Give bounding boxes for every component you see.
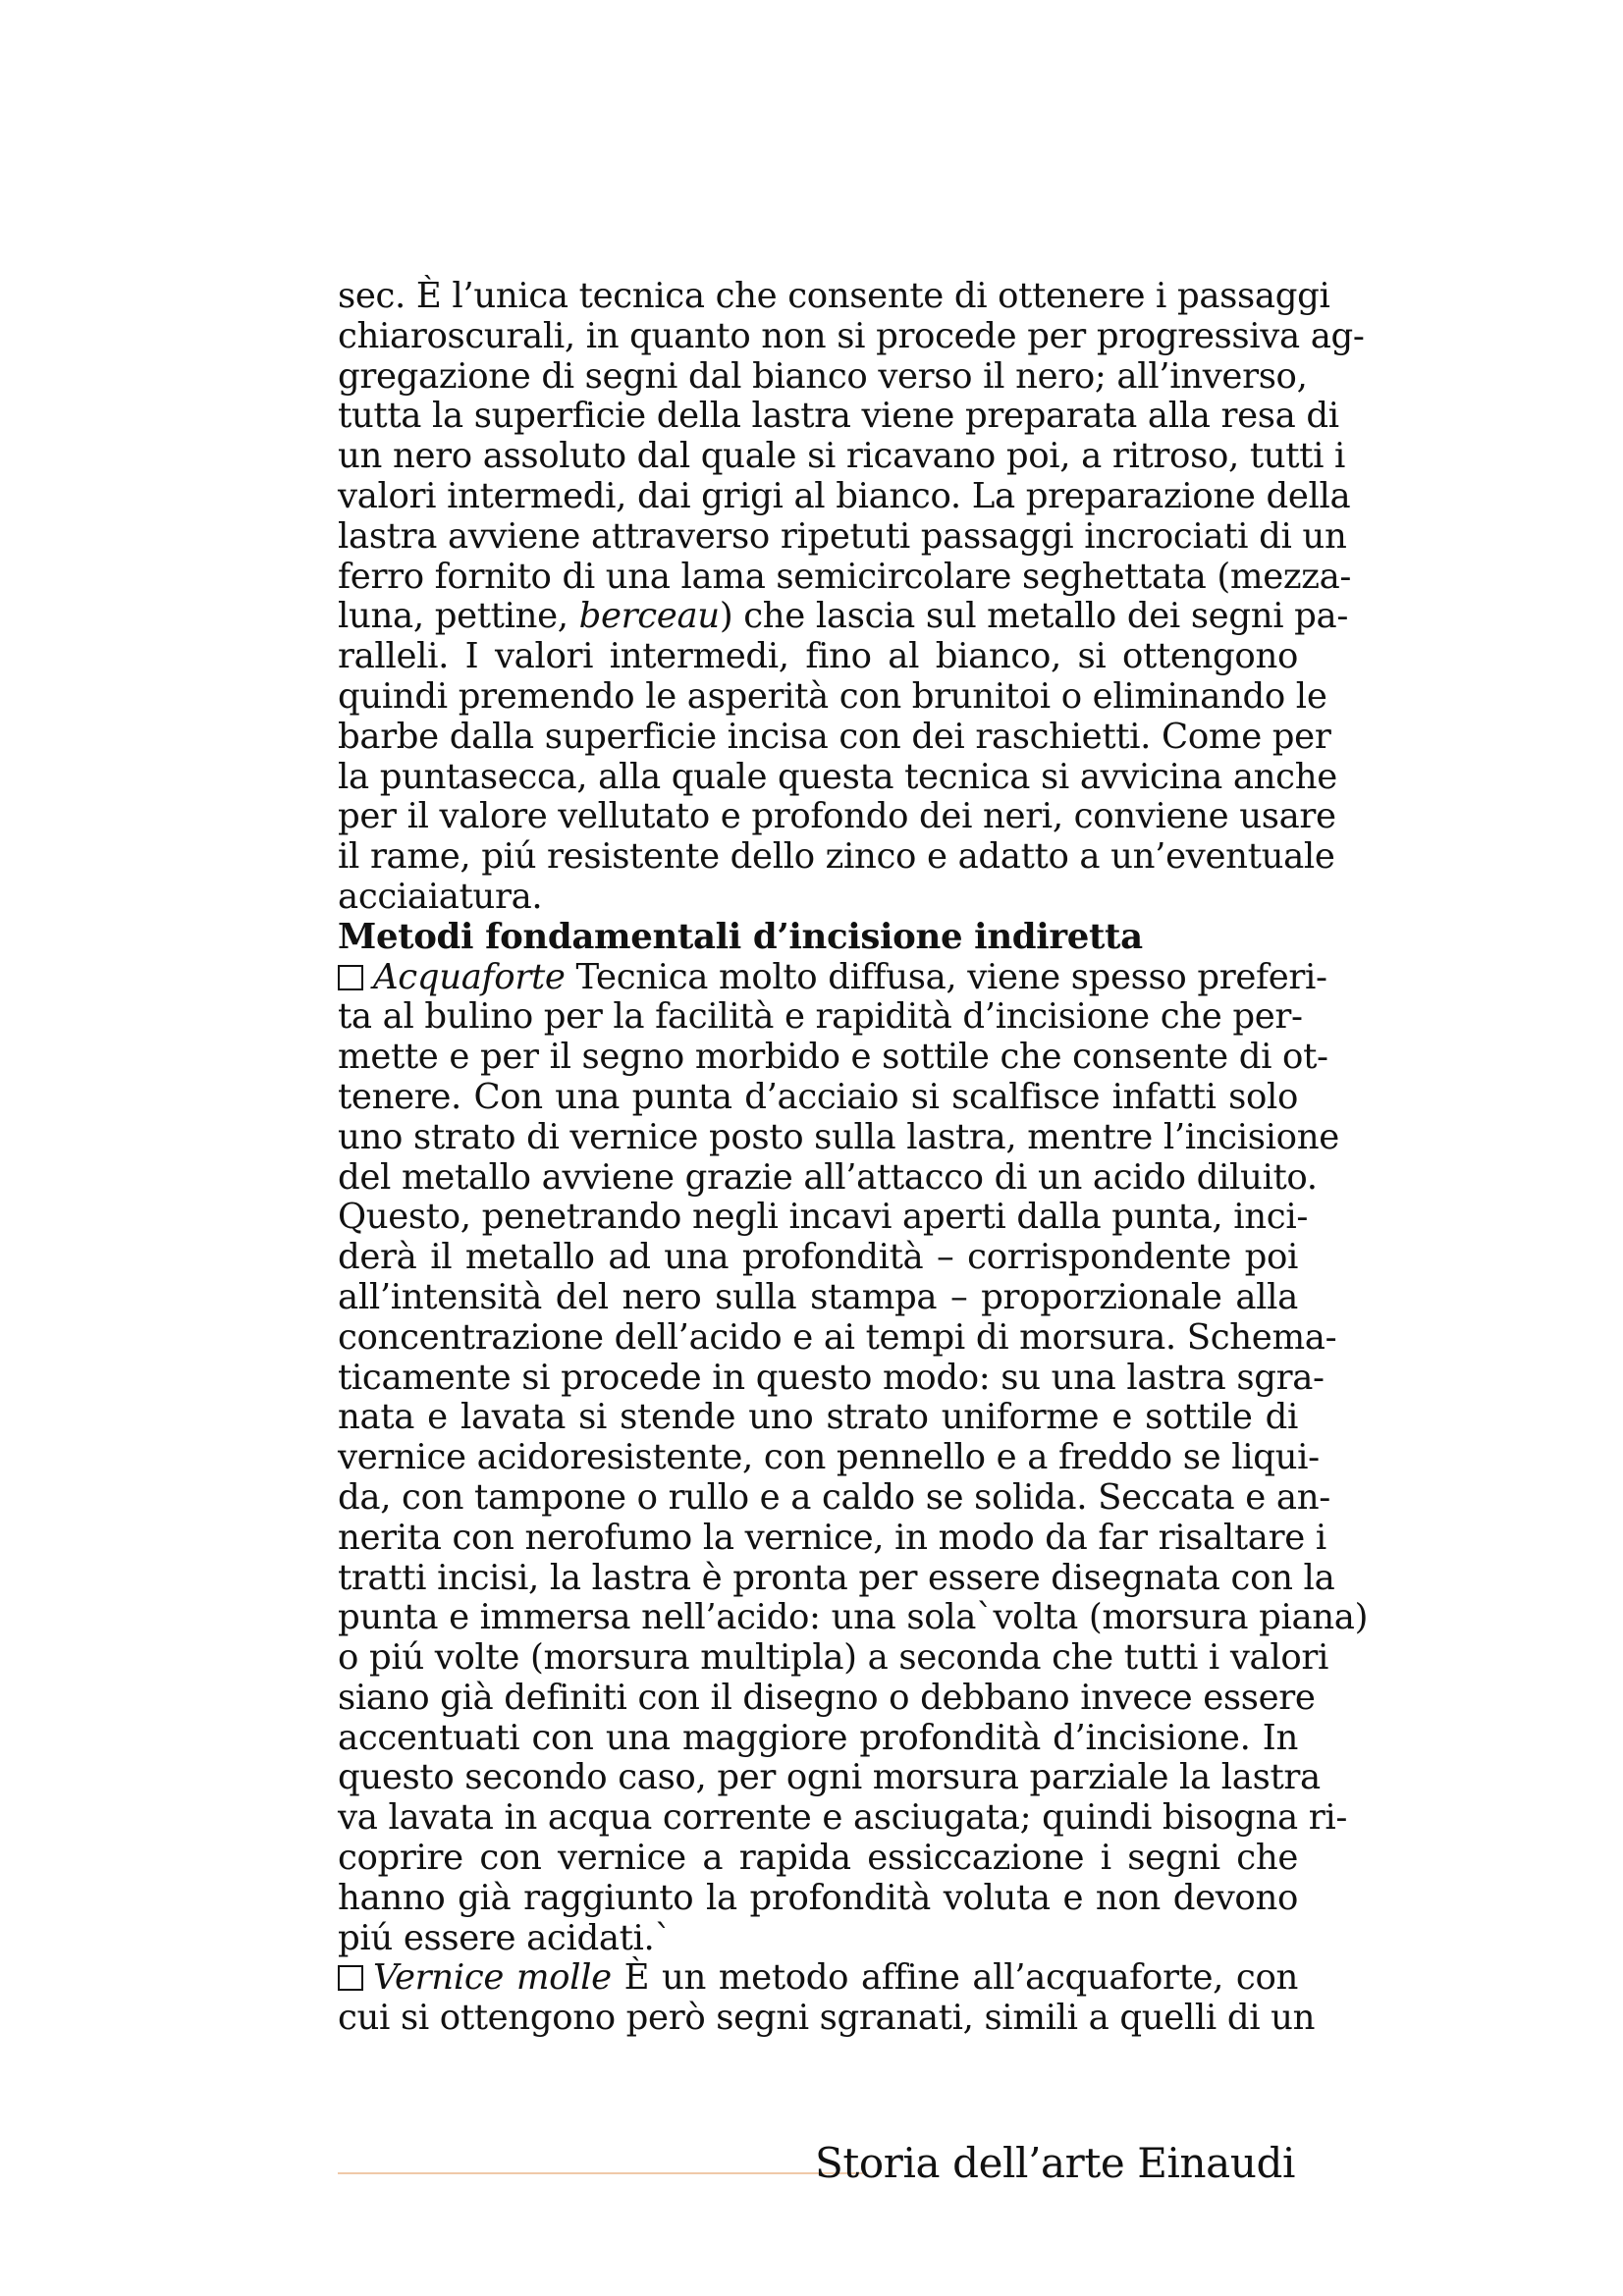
line-text: Questo, penetrando negli incavi aperti dalla punta, inci- [338,1197,1308,1238]
line-text: luna, pettine, [338,596,579,637]
text-line [338,1156,1318,1199]
line-text: tenere. Con una punta d’acciaio si scalfisce infatti solo [338,1076,1298,1117]
text-line [338,355,1308,398]
line-text: questo secondo caso, per ogni morsura parziale la lastra [338,1757,1321,1798]
square-bullet-icon [338,1965,363,1991]
italic-term: Acquaforte [373,956,566,997]
line-text: all’intensità del nero sulla stampa – proporzionale alla [338,1276,1298,1317]
line-text: ticamente si procede in questo modo: su una lastra sgra- [338,1357,1325,1398]
line-text: sec. È l’unica tecnica che consente di ottenere i passaggi [338,276,1330,316]
text-line [338,1398,1298,1438]
text-line [338,1078,1298,1118]
text-line [338,276,1330,317]
text-line [338,956,1327,998]
text-line [338,996,1303,1038]
footer-title: Storia dell’arte Einaudi [815,2139,1295,2187]
text-line [338,596,1349,637]
text-line [338,1037,1328,1078]
line-text: o piú volte (morsura multipla) a seconda che tutti i valori [338,1637,1329,1679]
line-text: concentrazione dell’acido e ai tempi di morsura. Schema- [338,1316,1337,1358]
italic-term: Vernice molle [373,1957,612,1999]
text-line [338,1637,1329,1679]
line-text: mette e per il segno morbido e sottile che consente di ot- [338,1037,1328,1078]
section-heading [338,918,1298,958]
text-line [338,556,1352,598]
text-line [338,878,1298,918]
text-line [338,796,1336,837]
line-text: Metodi fondamentali d’incisione indiretta [338,916,1143,957]
text-line [338,1597,1369,1638]
line-text: da, con tampone o rullo e a caldo se solida. Seccata e an- [338,1476,1330,1518]
line-text: il rame, piú resistente dello zinco e adatto a un’eventuale [338,836,1335,878]
italic-term: berceau [578,596,720,637]
line-text: ) che lascia sul metallo dei segni pa- [719,596,1349,637]
square-bullet-icon [338,965,363,990]
text-line [338,637,1298,677]
line-text: tutta la superficie della lastra viene preparata alla resa di [338,396,1339,437]
line-text: chiaroscurali, in quanto non si procede per progressiva ag- [338,315,1365,356]
line-text: ralleli. I valori intermedi, fino al bianco, si ottengono [338,636,1298,677]
text-line [338,1677,1316,1719]
text-line [338,1879,1298,1919]
line-text: del metallo avviene grazie all’attacco di un acido diluito. [338,1156,1318,1198]
text-line [338,1278,1298,1318]
text-line [338,1238,1298,1278]
text-line [338,1998,1316,2039]
line-text: la puntasecca, alla quale questa tecnica si avvicina anche [338,756,1337,797]
text-line [338,315,1365,357]
text-line [338,515,1347,558]
line-text: Tecnica molto diffusa, viene spesso preferi- [565,956,1327,997]
line-text: ferro fornito di una lama semicircolare seghettata (mezza- [338,556,1352,597]
text-line [338,396,1339,437]
line-text: piú essere acidati.` [338,1917,672,1958]
line-text: quindi premendo le asperità con brunitoi o eliminando le [338,675,1327,717]
text-line [338,1839,1298,1879]
text-line [338,1116,1339,1158]
text-line [338,1517,1326,1559]
line-text: derà il metallo ad una profondità – corrispondente poi [338,1237,1298,1278]
text-line [338,756,1337,798]
line-text: coprire con vernice a rapida essiccazione i segni che [338,1838,1298,1879]
body-text [338,276,1369,2039]
text-line [338,716,1331,758]
line-text: acciaiatura. [338,876,543,917]
text-line [338,675,1327,718]
line-text: gregazione di segni dal bianco verso il nero; all’inverso, [338,355,1308,397]
line-text: nata e lavata si stende uno strato uniforme e sottile di [338,1397,1298,1438]
line-text: per il valore vellutato e profondo dei neri, conviene usare [338,796,1336,837]
line-text: accentuati con una maggiore profondità d’incisione. In [338,1717,1298,1758]
text-line [338,1357,1325,1399]
line-text: siano già definiti con il disegno o debbano invece essere [338,1677,1316,1718]
line-text: lastra avviene attraverso ripetuti passaggi incrociati di un [338,515,1347,557]
footer-rule [338,2172,863,2174]
text-line [338,1757,1321,1798]
line-text: nerita con nerofumo la vernice, in modo da far risaltare i [338,1517,1326,1558]
text-line [338,1437,1320,1478]
line-text: barbe dalla superficie incisa con dei raschietti. Come per [338,716,1331,757]
text-line [338,1958,1298,1999]
text-line [338,1197,1308,1238]
line-text: valori intermedi, dai grigi al bianco. La preparazione della [338,475,1351,516]
line-text: hanno già raggiunto la profondità voluta e non devono [338,1877,1298,1918]
text-line [338,1919,1298,1959]
line-text: ta al bulino per la facilità e rapidità d’incisione che per- [338,996,1303,1038]
line-text: cui si ottengono però segni sgranati, simili a quelli di un [338,1998,1316,2039]
text-line [338,1719,1298,1759]
line-text: vernice acidoresistente, con pennello e a freddo se liqui- [338,1437,1320,1478]
line-text: È un metodo affine all’acquaforte, con [611,1957,1298,1999]
line-text: punta e immersa nell’acido: una sola`volta (morsura piana) [338,1597,1369,1638]
line-text: tratti incisi, la lastra è pronta per essere disegnata con la [338,1557,1335,1598]
line-text: uno strato di vernice posto sulla lastra, mentre l’incisione [338,1116,1339,1157]
text-line [338,1316,1337,1359]
text-line [338,1557,1335,1599]
text-line [338,1797,1348,1839]
text-line [338,475,1351,517]
text-line [338,836,1335,878]
text-line [338,436,1346,477]
line-text: un nero assoluto dal quale si ricavano poi, a ritroso, tutti i [338,436,1346,477]
text-line [338,1476,1330,1519]
line-text: va lavata in acqua corrente e asciugata; quindi bisogna ri- [338,1797,1348,1839]
